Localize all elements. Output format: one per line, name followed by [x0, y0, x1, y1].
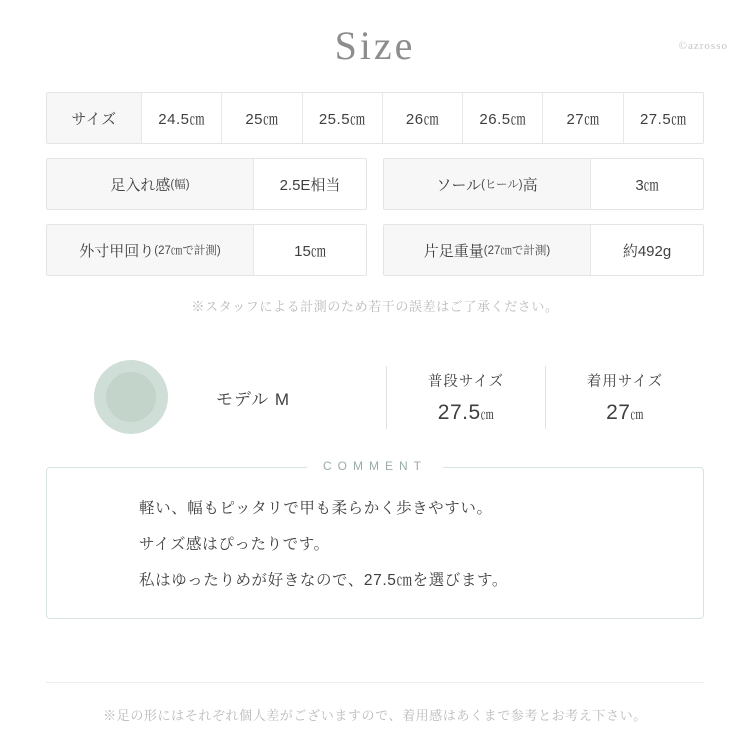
spec-label: [47, 225, 253, 275]
size-table-header-label: サイズ: [47, 93, 141, 143]
stat-number: 27.5: [437, 400, 481, 424]
comment-box: [46, 459, 704, 619]
size-cell: 25.5㎝: [302, 93, 382, 143]
stat-number: 27: [606, 400, 631, 424]
spec-label-main: ソール: [436, 176, 482, 194]
spec-row-1: [46, 158, 704, 210]
size-cell: 27㎝: [542, 93, 622, 143]
measurement-note: ※スタッフによる計測のため若干の誤差はご了承ください。: [191, 299, 559, 314]
model-strip: [46, 349, 704, 445]
stat-label: 着用サイズ: [586, 373, 664, 390]
footer-disclaimer: ※足の形にはそれぞれ個人差がございますので、着用感はあくまで参考とお考え下さい。: [103, 708, 647, 723]
footer-divider: [46, 682, 704, 683]
size-cell: 25㎝: [221, 93, 301, 143]
page-footer: [46, 682, 704, 724]
comment-legend: COMMENT: [307, 459, 443, 473]
spec-label: [384, 159, 590, 209]
spec-label-main: 片足重量: [423, 242, 484, 260]
spec-label-sub: (27㎝で計測): [483, 245, 551, 257]
size-table-row: [46, 92, 704, 144]
spec-label-sub: (ヒール): [481, 179, 523, 191]
comment-line: 私はゆったりめが好きなので、27.5㎝を選びます。: [139, 572, 508, 589]
spec-value: 15㎝: [253, 225, 366, 275]
spec-value: 2.5E相当: [253, 159, 366, 209]
avatar: [94, 360, 168, 434]
brand-name: azrosso: [688, 40, 728, 52]
stat-unit: ㎝: [480, 406, 495, 422]
brand-mark: ©azrosso: [678, 40, 728, 52]
stat-value: [387, 401, 545, 425]
comment-line: サイズ感はぴったりです。: [139, 536, 330, 553]
spec-label-main: 足入れ感: [110, 176, 171, 194]
page-title: Size: [334, 23, 416, 68]
spec-label: [384, 225, 590, 275]
stat-value: [546, 401, 704, 425]
avatar-container: [46, 360, 216, 434]
spec-single-shoe-weight: [383, 224, 704, 276]
comment-line: 軽い、幅もピッタリで甲も柔らかく歩きやすい。: [139, 500, 493, 517]
size-cell: 26.5㎝: [462, 93, 542, 143]
model-stat-usual-size: [386, 366, 545, 429]
page-header: [0, 0, 750, 92]
size-cell: 26㎝: [382, 93, 462, 143]
spec-label: [47, 159, 253, 209]
model-stat-worn-size: [545, 366, 704, 429]
comment-body: [47, 468, 703, 590]
size-cell: 24.5㎝: [141, 93, 221, 143]
spec-label-tail: 高: [522, 176, 538, 194]
spec-value: 3㎝: [590, 159, 703, 209]
spec-value: 約492g: [590, 225, 703, 275]
spec-fit-width: [46, 158, 367, 210]
spec-label-sub: (27㎝で計測): [154, 245, 221, 257]
size-cell: 27.5㎝: [623, 93, 703, 143]
model-name: モデル M: [216, 389, 291, 409]
stat-label: 普段サイズ: [427, 373, 505, 390]
spec-label-main: 外寸甲回り: [79, 242, 155, 260]
stat-unit: ㎝: [630, 406, 644, 422]
spec-row-2: [46, 224, 704, 276]
size-tables: [46, 92, 704, 315]
spec-instep-circumference: [46, 224, 367, 276]
spec-label-sub: (幅): [170, 179, 190, 191]
spec-sole-height: [383, 158, 704, 210]
